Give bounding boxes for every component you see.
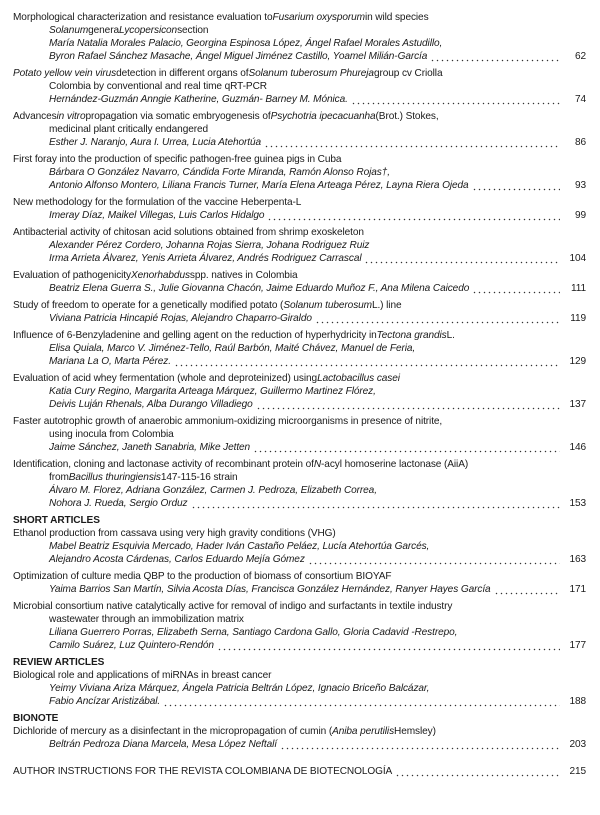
title-segment: genera [88,25,119,36]
entry-title-line [13,11,586,24]
authors-text: Byron Rafael Sánchez Masache, Ángel Miguel Jiménez Castillo, Yoamel Milián-García [49,51,428,62]
authors-text: Mabel Beatriz Esquivia Mercado, Hader Iván Castaño Peláez, Lucía Atehortúa Garcés, [49,541,430,552]
entry-title-line [13,527,586,540]
title-segment: Influence of 6-Benzyladenine and gelling agent on the reduction of hyperhydricity in [13,330,377,341]
page-number: 163 [569,554,586,565]
dot-leader [280,738,560,751]
entry-title-line [13,196,586,209]
entry-authors-line [13,93,586,106]
authors-text: Imeray Díaz, Maikel Villegas, Luis Carlos Hidalgo [49,210,265,221]
title-segment: Hemsley) [394,726,436,737]
toc-entry[interactable] [13,725,586,751]
title-segment: Antibacterial activity of chitosan acid solutions obtained from shrimp exoskeleton [13,227,364,238]
entry-authors-line [13,385,586,398]
title-segment: spp. natives in Colombia [189,270,298,281]
page-number: 62 [574,51,586,62]
entry-title-line [13,372,586,385]
page-number: 86 [574,137,586,148]
entry-title-line [13,415,586,428]
entry-authors-line [13,682,586,695]
title-segment: L. [446,330,455,341]
entry-title-line [13,123,586,136]
entry-authors-line [13,37,586,50]
title-segment: Advances [13,111,57,122]
authors-text: Fabio Ancízar Aristizábal. [49,696,161,707]
page-number: 177 [569,640,586,651]
entry-authors-line [13,179,586,192]
title-segment: from [49,472,69,483]
entry-title-line [13,600,586,613]
dot-leader [364,252,560,265]
entry-title-line [13,226,586,239]
title-segment: Microbial consortium native catalytically active for removal of indigo and surfactants in textile industry [13,601,453,612]
entry-title-line [13,329,586,342]
toc-entry[interactable] [13,329,586,368]
title-segment: Solanum tuberosum [283,300,372,311]
toc-entry[interactable] [13,67,586,106]
title-segment: Solanum [49,25,89,36]
authors-text: Esther J. Naranjo, Aura I. Urrea, Lucia Atehortúa [49,137,262,148]
title-segment: wastewater through an immobilization matrix [49,614,244,625]
page-number: 74 [574,94,586,105]
authors-text: Yaima Barrios San Martín, Silvia Acosta Días, Francisca González Hernández, Ranyer Hayes García [49,584,491,595]
dot-leader [264,136,560,149]
title-segment: Potato yellow vein virus [13,68,117,79]
title-segment: N [313,459,322,470]
title-segment: Morphological characterization and resistance evaluation to [13,12,273,23]
authors-text: Beatriz Elena Guerra S., Julie Giovanna Chacón, Jaime Eduardo Muñoz F., Ana Milena Caicedo [49,283,470,294]
title-segment: Dichloride of mercury as a disinfectant in the micropropagation of cumin ( [13,726,333,737]
entry-title-line [13,613,586,626]
dot-leader [494,583,560,596]
entry-title-line [13,299,586,312]
page-number: 188 [569,696,586,707]
entry-authors-line [13,50,586,63]
short-articles-group [13,527,586,652]
page-number: 215 [569,766,586,777]
title-segment: section [177,25,209,36]
entry-authors-line [13,583,586,596]
title-segment: Lactobacillus casei [317,373,400,384]
authors-text: Bárbara O González Navarro, Cándida Forte Miranda, Ramón Alonso Rojas†, [49,167,390,178]
entry-title-line [13,428,586,441]
page-number: 146 [569,442,586,453]
entry-authors-line [13,553,586,566]
title-segment: Colombia by conventional and real time qRT-PCR [49,81,267,92]
entry-authors-line [13,626,586,639]
entry-title-line [13,24,586,37]
entry-authors-line [13,282,586,295]
dot-leader [267,209,560,222]
toc-entry[interactable] [13,153,586,192]
title-segment: Fusarium oxysporum [272,12,365,23]
entry-authors-line [13,540,586,553]
toc-entry[interactable] [13,570,586,596]
title-segment: Bacillus thuringiensis [68,472,161,483]
authors-text: Elisa Quiala, Marco V. Jiménez-Tello, Raúl Barbón, Maité Chávez, Manuel de Feria, [49,343,416,354]
title-segment: group cv Criolla [373,68,443,79]
title-segment: Faster autotrophic growth of anaerobic ammonium-oxidizing microorganisms in presence of nitrite, [13,416,443,427]
dot-leader [174,355,560,368]
page-number: 137 [569,399,586,410]
dot-leader [163,695,560,708]
entry-title-line [13,725,586,738]
toc-entry[interactable] [13,11,586,63]
authors-text: Katia Cury Regino, Margarita Arteaga Márquez, Guillermo Martinez Flórez, [49,386,376,397]
authors-text: Antonio Alfonso Montero, Liliana Francis Turner, María Elena Arteaga Pérez, Layna Riera Ojeda [49,180,469,191]
page-number: 203 [569,739,586,750]
title-segment: Tectona grandis [376,330,447,341]
dot-leader [191,497,561,510]
entry-authors-line [13,695,586,708]
title-segment: using inocula from Colombia [49,429,174,440]
authors-text: Mariana La O, Marta Pérez. [49,356,171,367]
authors-text: Álvaro M. Florez, Adriana González, Carmen J. Pedroza, Elizabeth Correa, [49,485,377,496]
entry-authors-line [13,342,586,355]
page-number: 99 [574,210,586,221]
toc-entry[interactable] [13,269,586,295]
title-segment: in vitro [56,111,86,122]
table-of-contents [13,11,586,778]
entry-title-line [13,67,586,80]
entry-authors-line [13,639,586,652]
authors-text: Liliana Guerrero Porras, Elizabeth Serna, Santiago Cardona Gallo, Gloria Cadavid -Restrepo, [49,627,458,638]
entry-authors-line [13,441,586,454]
dot-leader [395,765,560,778]
entry-title-line [13,570,586,583]
author-instructions-entry[interactable] [13,765,586,778]
title-segment: in wild species [364,12,429,23]
authors-text: Viviana Patricia Hincapié Rojas, Alejandro Chaparro-Giraldo [49,313,312,324]
authors-text: Nohora J. Rueda, Sergio Orduz [49,498,188,509]
page-number: 111 [570,283,586,294]
toc-entry[interactable] [13,669,586,708]
title-segment: Ethanol production from cassava using very high gravity conditions (VHG) [13,528,336,539]
authors-text: Deivis Luján Rhenals, Alba Durango Villadiego [49,399,253,410]
section-heading-review-articles: REVIEW ARTICLES [13,657,105,668]
author-instructions-label: AUTHOR INSTRUCTIONS FOR THE REVISTA COLOMBIANA DE BIOTECNOLOGÍA [13,766,393,777]
title-segment: (Brot.) Stokes, [375,111,439,122]
title-segment: 147-115-16 strain [160,472,238,483]
title-segment: Solanum tuberosum Phureja [248,68,374,79]
entry-title-line [13,110,586,123]
dot-leader [430,50,560,63]
entry-title-line [13,458,586,471]
authors-text: María Natalia Morales Palacio, Georgina Espinosa López, Ángel Rafael Morales Astudillo, [49,38,443,49]
dot-leader [256,398,560,411]
title-segment: Evaluation of pathogenicity [13,270,131,281]
entry-title-line [13,269,586,282]
entry-authors-line [13,312,586,325]
authors-text: Hernández-Guzmán Anngie Katherine, Guzmán- Barney M. Mónica. [49,94,348,105]
dot-leader [315,312,560,325]
toc-entry[interactable] [13,196,586,222]
section-heading-bionote: BIONOTE [13,713,59,724]
toc-entry[interactable] [13,415,586,454]
entry-authors-line [13,252,586,265]
title-segment: propagation via somatic embryogenesis of [85,111,271,122]
authors-text: Beltrán Pedroza Diana Marcela, Mesa López Neftalí [49,739,277,750]
entry-authors-line [13,209,586,222]
page-number: 119 [570,313,586,324]
toc-entry[interactable] [13,110,586,149]
title-segment: First foray into the production of specific pathogen-free guinea pigs in Cuba [13,154,342,165]
title-segment: Identification, cloning and lactonase activity of recombinant protein of [13,459,314,470]
toc-entry[interactable] [13,372,586,411]
title-segment: detection in different organs of [116,68,249,79]
authors-text: Jaime Sánchez, Janeth Sanabria, Mike Jetten [49,442,251,453]
title-segment: Lycopersicon [118,25,178,36]
authors-text: Irma Arrieta Álvarez, Yenis Arrieta Álvarez, Andrés Rodriguez Carrascal [49,253,362,264]
title-segment: -acyl homoserine lactonase (AiiA) [321,459,469,470]
section-heading-short-articles: SHORT ARTICLES [13,515,100,526]
entry-authors-line [13,484,586,497]
entry-title-line [13,80,586,93]
page-number: 153 [569,498,586,509]
entry-title-line [13,471,586,484]
entry-authors-line [13,166,586,179]
dot-leader [472,179,560,192]
dot-leader [217,639,560,652]
authors-text: Camilo Suárez, Luz Quintero-Rendón [49,640,214,651]
title-segment: medicinal plant critically endangered [49,124,209,135]
title-segment: Evaluation of acid whey fermentation (whole and deproteinized) using [13,373,318,384]
title-segment: Aniba perutilis [332,726,395,737]
title-segment: Xenorhabdus [130,270,190,281]
authors-text: Yeimy Viviana Ariza Márquez, Ángela Patricia Beltrán López, Ignacio Briceño Balcázar, [49,683,430,694]
title-segment: L.) line [371,300,402,311]
dot-leader [253,441,560,454]
toc-entry[interactable] [13,226,586,265]
toc-entry[interactable] [13,299,586,325]
page-number: 104 [569,253,586,264]
authors-text: Alexander Pérez Cordero, Johanna Rojas Sierra, Johana Rodriguez Ruiz [49,240,370,251]
toc-entry[interactable] [13,527,586,566]
authors-text: Alejandro Acosta Cárdenas, Carlos Eduardo Mejía Gómez [49,554,305,565]
entry-authors-line [13,738,586,751]
title-segment: Biological role and applications of miRNAs in breast cancer [13,670,272,681]
page-number: 93 [574,180,586,191]
title-segment: Study of freedom to operate for a genetically modified potato ( [13,300,284,311]
dot-leader [308,553,560,566]
entry-authors-line [13,355,586,368]
dot-leader [351,93,560,106]
page-number: 171 [569,584,586,595]
entry-authors-line [13,497,586,510]
dot-leader [472,282,560,295]
title-segment: Psychotria ipecacuanha [270,111,376,122]
research-articles-group [13,11,586,510]
title-segment: New methodology for the formulation of the vaccine Heberpenta-L [13,197,302,208]
page-number: 129 [569,356,586,367]
bionote-group [13,725,586,751]
entry-title-line [13,153,586,166]
review-articles-group [13,669,586,708]
title-segment: Optimization of culture media QBP to the production of biomass of consortium BIOYAF [13,571,392,582]
entry-authors-line [13,239,586,252]
entry-authors-line [13,398,586,411]
toc-entry[interactable] [13,600,586,652]
toc-entry[interactable] [13,458,586,510]
entry-title-line [13,669,586,682]
entry-authors-line [13,136,586,149]
